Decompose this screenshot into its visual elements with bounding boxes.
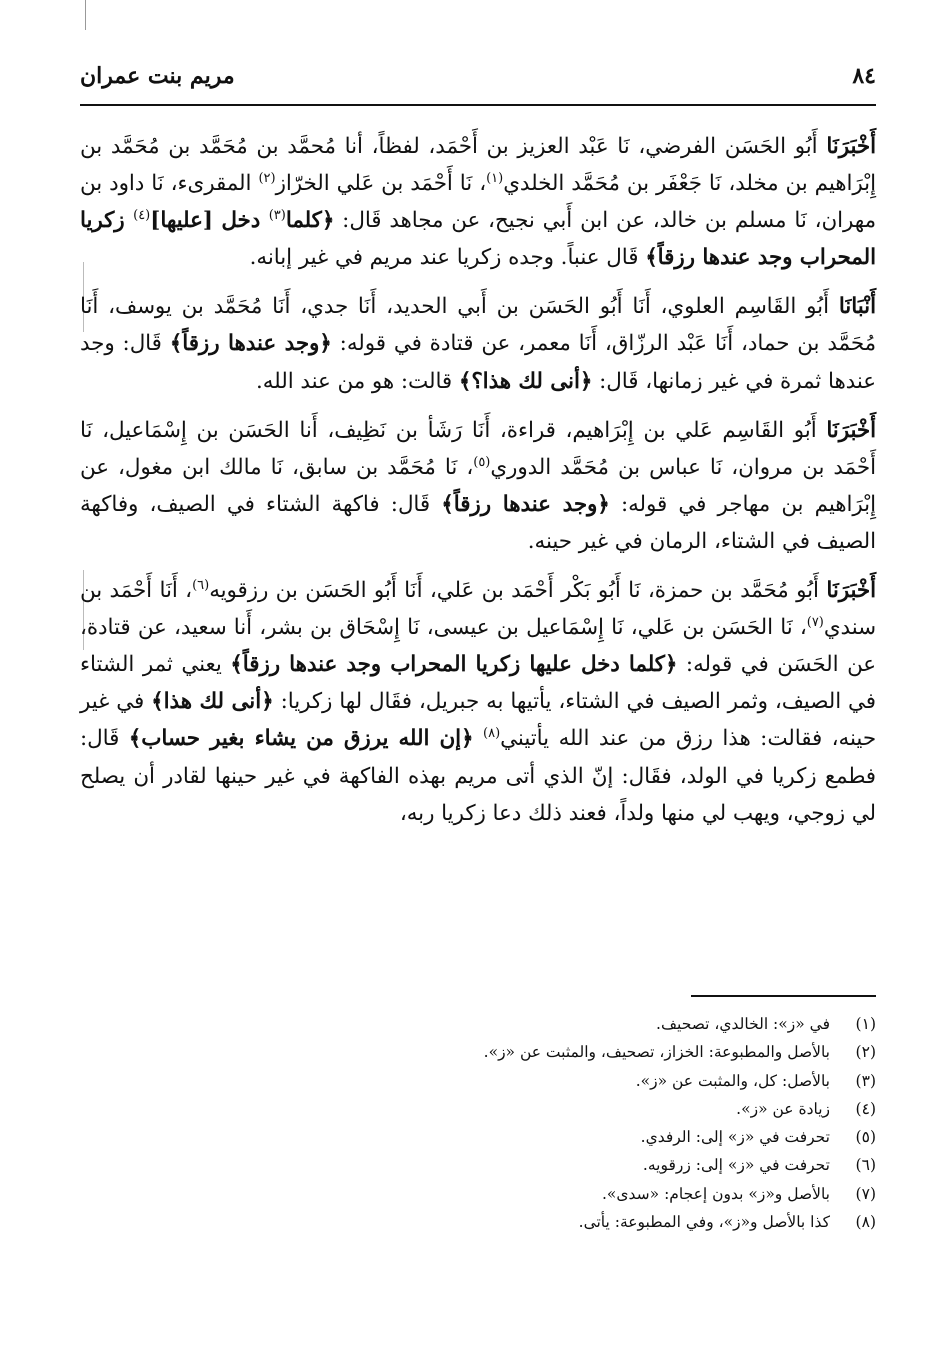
text-run: أَبُو القَاسِم عَلي بن إِبْرَاهيم، قراءة، أَنَا رَشَأ بن نَظِيف، أَنا الحَسَن بن إِسْمَاعيل، نَا أَحْمَد بن مروان، نَا عباس بن مُحَمَّد الدوري [80, 417, 876, 480]
paragraph [80, 412, 876, 560]
paragraph-lead-word: أَنْبَانَا [838, 294, 876, 320]
footnote-number: (٨) [855, 1213, 876, 1232]
page-number: ٨٤ [852, 63, 876, 89]
footnote-item [80, 1123, 876, 1151]
text-run [474, 726, 483, 751]
footnote-marker: (٣) [268, 208, 286, 224]
footnote-marker: (٢) [258, 171, 276, 186]
footnote-text: بالأصل: كل، والمثبت عن «ز». [635, 1071, 830, 1090]
footnote-item [80, 1095, 876, 1123]
footnote-marker: (٧) [806, 615, 824, 631]
footnote-marker: (٤) [133, 208, 151, 224]
text-run: ، نَا أَحْمَد بن عَلي الخرّاز [275, 171, 487, 197]
quran-quote: ﴿أنى لك هذا﴾ [151, 689, 274, 715]
paragraph-lead-word: أَخْبَرَنَا [826, 134, 876, 159]
quran-quote: ﴿وجد عندها رزقاً﴾ [169, 331, 332, 357]
footnotes [80, 1010, 876, 1236]
text-run: ، نَا مُحَمَّد بن سابق، نَا مالك ابن مغول، عن إِبْرَاهيم بن مهاجر في قوله: [80, 454, 876, 517]
text-run: يعني ثمر الشتاء في الصيف، وثمر الصيف في الشتاء، يأتيها به جبريل، فقَال لها زكريا: [80, 652, 876, 715]
footnote-number: (٤) [855, 1099, 876, 1118]
footnote-text: بالأصل والمطبوعة: الخزاز، تصحيف، والمثبت عن «ز». [483, 1043, 830, 1062]
text-run: قَال: وجد عندها ثمرة في غير زمانها، قَال: [80, 331, 876, 394]
quran-quote: ﴿وجد عندها رزقاً﴾ [441, 491, 610, 517]
footnote-number: (١) [855, 1015, 876, 1033]
quran-quote: ﴿كلما دخل عليها زكريا المحراب وجد عندها رزقاً﴾ [230, 652, 678, 678]
footnote-text: بالأصل و«ز» بدون إعجام: «سدى». [602, 1184, 830, 1203]
footnote-number: (٧) [855, 1184, 876, 1203]
text-run: قَال: فطمع زكريا في الولد، فقَال: إنّ الذي أتى مريم بهذه الفاكهة في غير حينها لقادر أن يصلح لي زوجي، ويهب لي منها ولداً، فعند ذلك دعا زكريا ربه، [80, 726, 876, 826]
text-run: أَبُو القَاسِم العلوي، أَنَا أَبُو الحَسَن بن أَبي الحديد، أَنَا جدي، أَنَا مُحَمَّد بن يوسف، أَنَا مُحَمَّد بن حماد، أَنَا عَبْد الرزّاق، أَنَا معمر، عن قتادة في قوله: [80, 294, 876, 357]
header-rule [80, 104, 876, 106]
footnote-marker: (٦) [192, 577, 210, 593]
page-header [80, 58, 876, 94]
text-run: أَبُو مُحَمَّد بن حمزة، نَا أَبُو بَكْر أَحْمَد بن عَلي، أَنَا أَبُو الحَسَن بن رزقويه [209, 578, 827, 604]
quran-quote: ﴿كلما [285, 208, 335, 234]
footnote-number: (٣) [855, 1071, 876, 1090]
footnote-text: تحرفت في «ز» إلى: زرقويه. [642, 1156, 830, 1175]
quran-quote: ﴿إن الله يرزق من يشاء بغير حساب﴾ [128, 726, 474, 752]
footnote-text: زيادة عن «ز». [736, 1099, 830, 1118]
footnote-text: تحرفت في «ز» إلى: الرفدي. [640, 1128, 830, 1147]
footnote-marker: (٨) [483, 726, 501, 742]
footnote-marker: (١) [486, 171, 504, 186]
footnote-item [80, 1038, 876, 1066]
quran-quote: دخل [عليها] [150, 208, 269, 234]
footnote-item [80, 1151, 876, 1179]
main-text [80, 128, 876, 844]
footnote-item [80, 1208, 876, 1236]
text-run: في غير حينه، فقالت: هذا رزق من عند الله يأتيني [80, 689, 876, 752]
text-run: قَال: فاكهة الشتاء في الصيف، وفاكهة الصيف في الشتاء، الرمان في غير حينه. [80, 491, 876, 554]
quran-quote: زكريا المحراب وجد عندها رزقاً﴾ [80, 208, 876, 271]
text-run: ، نَا الحَسَن بن عَلي، نَا إِسْمَاعيل بن عيسى، نَا إِسْحَاق بن بشر، أَنا سعيد، عن قتادة، عن الحَسَن في قوله: [80, 615, 876, 678]
paragraph [80, 288, 876, 399]
footnote-item [80, 1180, 876, 1208]
footnote-marker: (٥) [473, 454, 491, 470]
footnote-number: (٥) [855, 1128, 876, 1147]
paragraph-lead-word: أَخْبَرَنَا [826, 578, 877, 604]
text-run: المقرىء، نَا داود بن مهران، نَا مسلم بن خالد، عن ابن أَبي نجيح، عن مجاهد قَال: [80, 171, 877, 234]
footnote-text: في «ز»: الخالدي، تصحيف. [656, 1015, 830, 1033]
footnote-item [80, 1010, 876, 1038]
scan-artifact-line [85, 0, 86, 30]
paragraph-lead-word: أَخْبَرَنَا [826, 417, 876, 443]
text-run: قالت: هو من عند الله. [255, 368, 459, 394]
paragraph [80, 572, 876, 832]
text-run: قَال عنباً. وجده زكريا عند مريم في غير إبانه. [249, 245, 646, 271]
text-run: أَبُو الحَسَن الفرضي، نَا عَبْد العزيز بن أَحْمَد، لفظاً، أنا مُحمَّد بن مُحَمَّد بن مُحَمَّد بن إِبْرَاهيم بن مخلد، نَا جَعْفَر بن مُحَمَّد الخلدي [80, 134, 877, 197]
footnote-text: كذا بالأصل و«ز»، وفي المطبوعة: يأتى. [578, 1213, 830, 1232]
footnote-separator [691, 995, 876, 997]
text-run: ، أَنَا أَحْمَد بن سندي [80, 578, 876, 641]
quran-quote: ﴿أنى لك هذا؟﴾ [458, 368, 593, 394]
running-title: مريم بنت عمران [80, 63, 235, 89]
footnote-number: (٦) [855, 1156, 876, 1175]
footnote-number: (٢) [855, 1043, 876, 1062]
footnote-item [80, 1067, 876, 1095]
paragraph [80, 128, 876, 276]
